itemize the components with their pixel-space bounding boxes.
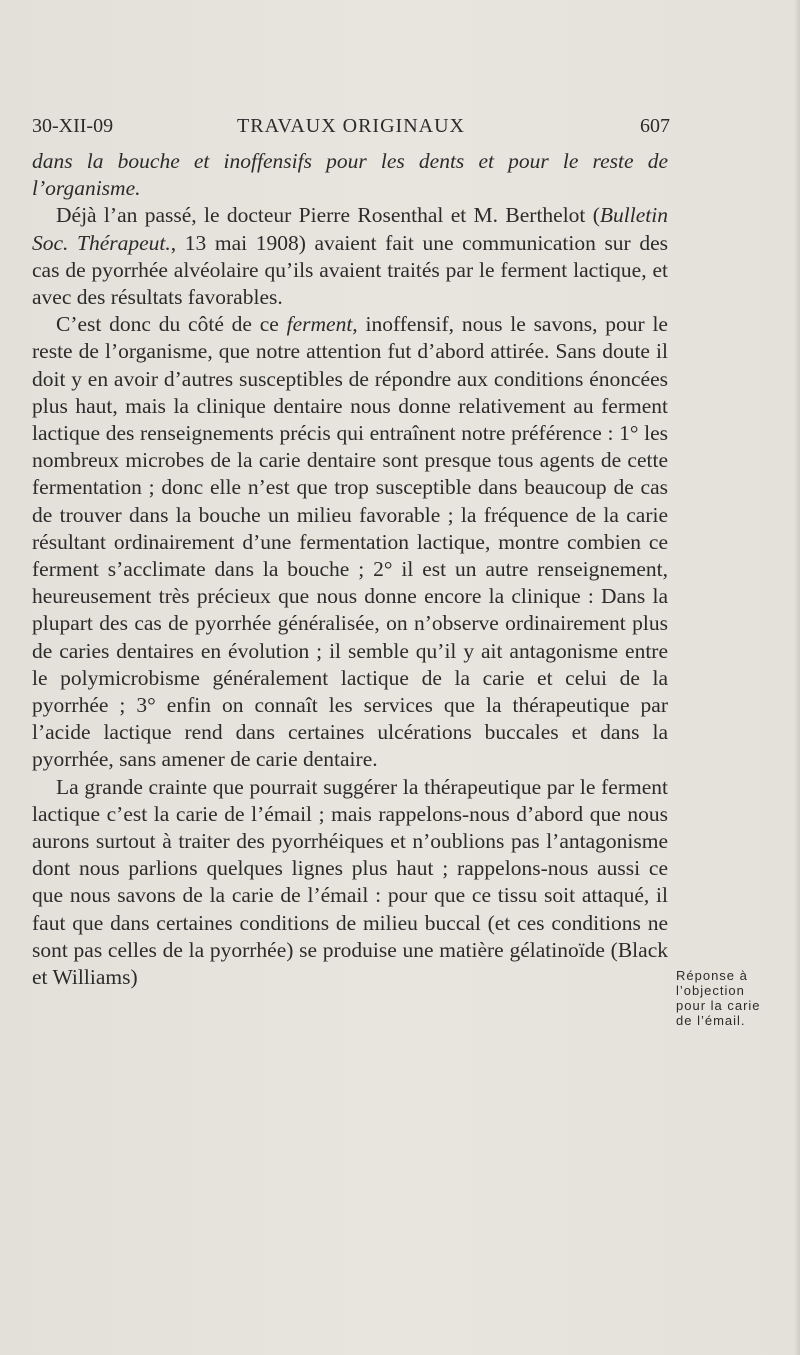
paragraph-3-italic: ferment, [286,312,358,337]
paragraph-2-text-b: , 13 mai 1908) avaient fait une communication sur des cas de pyorrhée alvéolaire qu’ils avaient traités par le ferment lactique, et avec des résultats favorables. [32,230,668,310]
page-edge-shadow [794,0,800,1355]
margin-note-line-4: de l’émail. [676,1013,746,1028]
margin-note-line-3: pour la carie [676,998,761,1013]
paragraph-1-italic: dans la bouche et inoffensifs pour les dents et pour le reste de l’organisme. [32,149,668,201]
body-text [32,148,668,991]
margin-note-line-2: l’objection [676,983,745,998]
margin-note-line-1: Réponse à [676,968,748,983]
paragraph-3-text-b: inoffensif, nous le savons, pour le reste de l’organisme, que notre attention fut d’abord attirée. Sans doute il doit y en avoir d’autres susceptibles de répondre aux conditions énoncées plus haut, mais la clinique dentaire nous donne relativement au ferment lactique des renseignements précis qui entraînent notre préférence : 1° les nombreux microbes de la carie dentaire sont presque tous agents de cette fermentation ; donc elle n’est que trop susceptible dans beaucoup de cas de trouver dans la bouche un milieu favorable ; la fréquence de la carie résultant ordinairement d’une fermentation lactique, montre combien ce ferment s’acclimate dans la bouche ; 2° il est un autre renseignement, heureusement très précieux que nous donne encore la clinique : Dans la plupart des cas de pyorrhée généralisée, on n’observe ordinairement plus de caries dentaires en évolution ; il semble qu’il y ait antagonisme entre le polymicrobisme généralement lactique de la carie et celui de la pyorrhée ; 3° enfin on connaît les services que la thérapeutique par l’acide lactique rend dans certaines ulcérations buccales et dans la pyorrhée, sans amener de carie dentaire. [32,312,668,772]
header-title: TRAVAUX ORIGINAUX [237,115,465,137]
citation-bulletin: Bulletin Soc. Thérapeut. [32,203,668,255]
paragraph-3 [32,311,668,773]
page-number: 607 [640,115,670,137]
running-head [32,112,670,140]
paragraph-3-text-a: C’est donc du côté de ce [56,312,287,337]
paragraph-4: La grande crainte que pourrait suggérer la thérapeutique par le ferment lactique c’est la carie de l’émail ; mais rappelons-nous d’abord que nous aurons surtout à traiter des pyorrhéiques et n’oublions pas l’antagonisme dont nous parlions quelques lignes plus haut ; rappelons-nous aussi ce que nous savons de la carie de l’émail : pour que ce tissu soit attaqué, il faut que dans certaines conditions de milieu buccal (et ces conditions ne sont pas celles de la pyorrhée) se produise une matière gélatinoïde (Black et Williams) [32,774,668,990]
header-date: 30-XII-09 [32,115,114,137]
paragraph-1 [32,148,668,202]
margin-note [676,968,794,1028]
paragraph-2 [32,202,668,311]
paragraph-2-text-a: Déjà l’an passé, le docteur Pierre Rosenthal et M. Berthelot ( [56,203,600,228]
